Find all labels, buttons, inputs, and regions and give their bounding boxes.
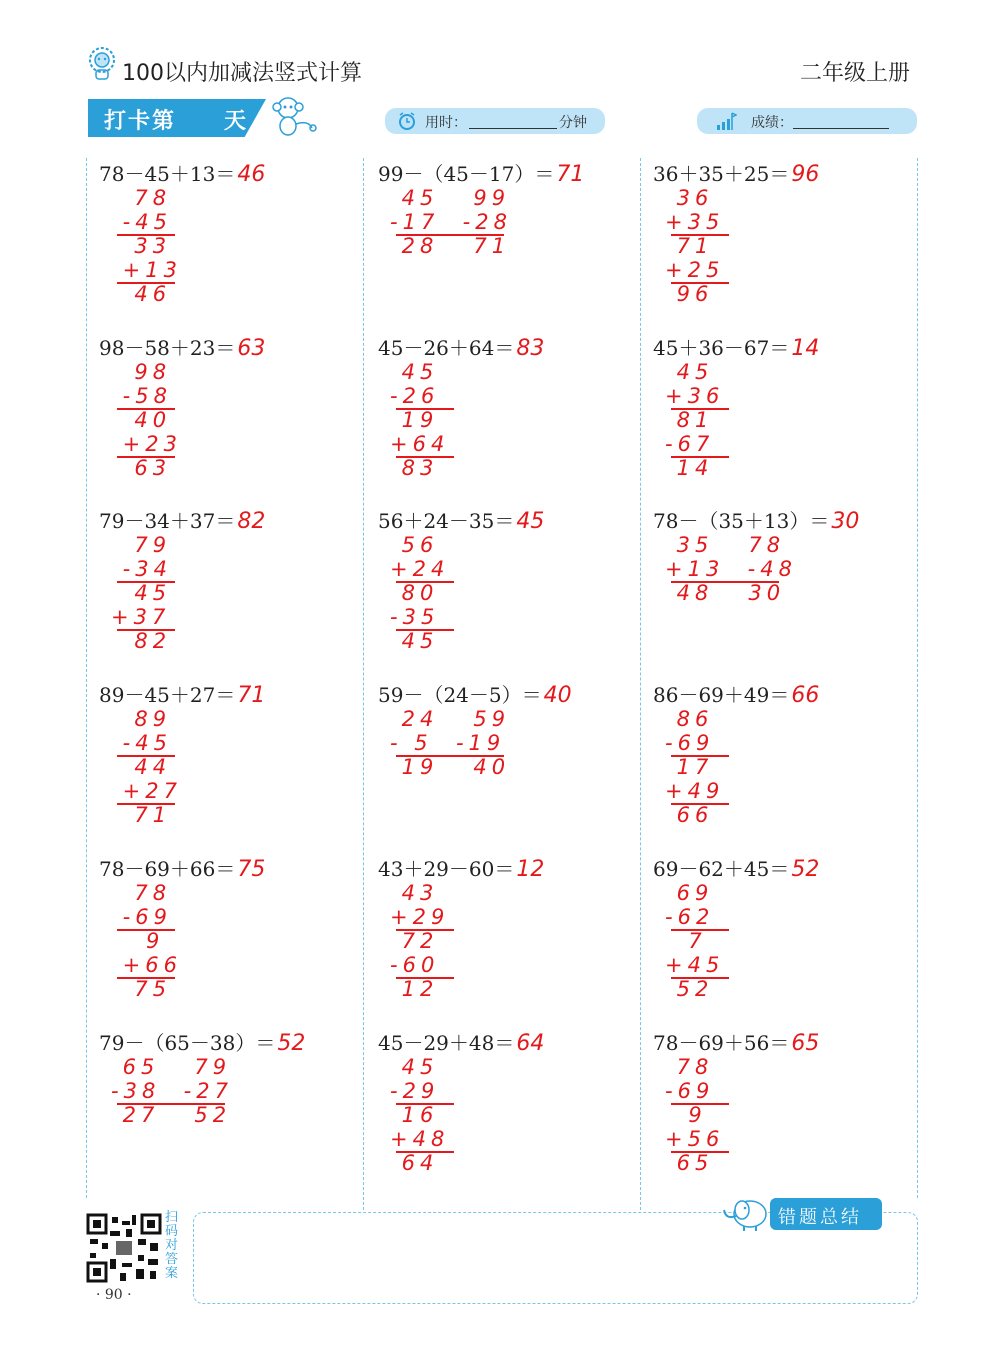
equation-text: 45－29＋48＝ (378, 1031, 515, 1055)
vertical-calc-line: - 5 -19 (390, 731, 506, 755)
problem-equation (653, 1027, 819, 1056)
vertical-calc-line: 69 (665, 881, 714, 905)
time-input[interactable] (469, 112, 557, 129)
answer-handwritten: 40 (543, 683, 572, 708)
problem-equation (653, 679, 819, 708)
vertical-calc-line: 16 (390, 1103, 439, 1127)
vertical-calc-line: 78 (665, 1055, 714, 1079)
vertical-calc-line: 65 79 (111, 1055, 232, 1079)
vertical-calc-line: -45 (111, 210, 172, 234)
vertical-calc-line: +13 -48 (665, 557, 797, 581)
answer-handwritten: 71 (237, 683, 266, 708)
score-pill (697, 108, 917, 134)
vertical-calc-line: 78 (111, 881, 172, 905)
vertical-calc-line: -58 (111, 384, 172, 408)
vertical-calc-line: -35 (390, 605, 440, 629)
vertical-calc-line: 45 99 (390, 186, 511, 210)
vertical-calc-line: 17 (665, 755, 714, 779)
problem-equation (378, 853, 544, 882)
column-border-left (86, 158, 87, 1198)
equation-text: 79－（65－38）＝ (99, 1031, 276, 1055)
vertical-calc-line: 45 (665, 360, 714, 384)
answer-handwritten: 30 (831, 509, 860, 534)
vertical-calc-line: 81 (665, 408, 714, 432)
vertical-calc-line: +66 (111, 953, 182, 977)
problem-equation (99, 332, 265, 361)
equation-text: 36＋35＋25＝ (653, 162, 790, 186)
equation-text: 45＋36－67＝ (653, 336, 790, 360)
vertical-calc-line: -38 -27 (111, 1079, 233, 1103)
vertical-calc-line: +37 (111, 605, 171, 629)
elephant-icon (720, 1194, 772, 1232)
vertical-calc-line: 9 (665, 1103, 707, 1127)
equation-text: 99－（45－17）＝ (378, 162, 555, 186)
vertical-calc-line: -17 -28 (390, 210, 512, 234)
vertical-calc-line: 12 (390, 977, 439, 1001)
column-border-right (917, 158, 918, 1198)
vertical-calc-line: +64 (390, 432, 450, 456)
clock-icon (397, 111, 417, 131)
vertical-calc-line: 80 (390, 581, 439, 605)
equation-text: 78－（35＋13）＝ (653, 509, 830, 533)
vertical-calc-line: 83 (390, 456, 439, 480)
checkin-day-label: 天 (224, 109, 247, 134)
problem-equation (653, 505, 859, 534)
problem-equation (378, 158, 584, 187)
problem-equation (378, 1027, 544, 1056)
vertical-calc-line: 36 (665, 186, 714, 210)
vertical-calc-line: -67 (665, 432, 715, 456)
vertical-calc-line: +35 (665, 210, 725, 234)
vertical-calc-line: -34 (111, 557, 172, 581)
vertical-calc-line: 56 (390, 533, 439, 557)
answer-handwritten: 96 (791, 162, 820, 187)
vertical-calc-line: +27 (111, 779, 182, 803)
time-unit: 分钟 (559, 115, 587, 131)
monkey-icon (266, 94, 318, 138)
vertical-calc-line: 45 (390, 629, 439, 653)
answer-handwritten: 66 (791, 683, 820, 708)
vertical-calc-line: 45 (390, 1055, 439, 1079)
equation-text: 69－62＋45＝ (653, 857, 790, 881)
answer-handwritten: 52 (791, 857, 820, 882)
vertical-calc-line: 45 (111, 581, 172, 605)
qr-code-icon[interactable] (86, 1213, 162, 1283)
problem-equation (99, 853, 265, 882)
answer-handwritten: 12 (516, 857, 545, 882)
vertical-calc-line: 44 (111, 755, 172, 779)
answer-handwritten: 46 (237, 162, 266, 187)
problem-equation (99, 505, 265, 534)
vertical-calc-line: 9 (111, 929, 165, 953)
column-divider-2 (640, 158, 641, 1210)
vertical-calc-line: 35 78 (665, 533, 786, 557)
vertical-calc-line: 78 (111, 186, 172, 210)
vertical-calc-line: +36 (665, 384, 725, 408)
problem-equation (99, 158, 265, 187)
vertical-calc-line: 27 52 (111, 1103, 232, 1127)
vertical-calc-line: +23 (111, 432, 182, 456)
vertical-calc-line: 71 (665, 234, 714, 258)
vertical-calc-line: -69 (111, 905, 172, 929)
vertical-calc-line: 33 (111, 234, 172, 258)
vertical-calc-line: 79 (111, 533, 172, 557)
vertical-calc-line: 98 (111, 360, 172, 384)
column-divider-1 (363, 158, 364, 1210)
answer-handwritten: 45 (516, 509, 545, 534)
vertical-calc-line: -62 (665, 905, 715, 929)
vertical-calc-line: 45 (390, 360, 439, 384)
vertical-calc-line: 65 (665, 1151, 714, 1175)
problem-equation (378, 332, 544, 361)
equation-text: 45－26＋64＝ (378, 336, 515, 360)
problem-equation (378, 505, 544, 534)
problem-equation (653, 853, 819, 882)
vertical-calc-line: 14 (665, 456, 714, 480)
answer-handwritten: 14 (791, 336, 820, 361)
problem-equation (653, 158, 819, 187)
vertical-calc-line: 72 (390, 929, 439, 953)
mistake-summary-label: 错题总结 (778, 1207, 862, 1228)
answer-handwritten: 82 (237, 509, 266, 534)
vertical-calc-line: 75 (111, 977, 172, 1001)
equation-text: 89－45＋27＝ (99, 683, 236, 707)
bar-chart-flag-icon (715, 110, 737, 132)
score-label: 成绩： (751, 115, 793, 131)
answer-handwritten: 75 (237, 857, 266, 882)
vertical-calc-line: -26 (390, 384, 440, 408)
vertical-calc-line: 43 (390, 881, 439, 905)
problem-equation (99, 679, 265, 708)
vertical-calc-line: 86 (665, 707, 714, 731)
answer-handwritten: 83 (516, 336, 545, 361)
equation-text: 78－69＋56＝ (653, 1031, 790, 1055)
equation-text: 43＋29－60＝ (378, 857, 515, 881)
equation-text: 79－34＋37＝ (99, 509, 236, 533)
score-input[interactable] (793, 112, 889, 129)
vertical-calc-line: 40 (111, 408, 172, 432)
vertical-calc-line: +25 (665, 258, 725, 282)
equation-text: 98－58＋23＝ (99, 336, 236, 360)
answer-handwritten: 63 (237, 336, 266, 361)
vertical-calc-line: 19 40 (390, 755, 511, 779)
vertical-calc-line: +29 (390, 905, 450, 929)
grade-label: 二年级上册 (800, 61, 911, 86)
scan-answer-label: 扫码对答案 (165, 1210, 179, 1281)
book-title: 100以内加减法竖式计算 (122, 61, 362, 86)
equation-text: 78－69＋66＝ (99, 857, 236, 881)
vertical-calc-line: +48 (390, 1127, 450, 1151)
equation-text: 56＋24－35＝ (378, 509, 515, 533)
vertical-calc-line: -29 (390, 1079, 440, 1103)
vertical-calc-line: 64 (390, 1151, 439, 1175)
checkin-label: 打卡第 (104, 109, 177, 134)
answer-handwritten: 52 (277, 1031, 306, 1056)
answer-handwritten: 71 (556, 162, 585, 187)
vertical-calc-line: 19 (390, 408, 439, 432)
vertical-calc-line: +49 (665, 779, 725, 803)
time-pill (385, 108, 605, 134)
equation-text: 59－（24－5）＝ (378, 683, 542, 707)
vertical-calc-line: 71 (111, 803, 172, 827)
time-label: 用时： (425, 115, 467, 131)
vertical-calc-line: 46 (111, 282, 172, 306)
vertical-calc-line: 52 (665, 977, 714, 1001)
vertical-calc-line: 89 (111, 707, 172, 731)
vertical-calc-line: +13 (111, 258, 182, 282)
problem-equation (653, 332, 819, 361)
vertical-calc-line: 96 (665, 282, 714, 306)
vertical-calc-line: 7 (665, 929, 707, 953)
vertical-calc-line: -69 (665, 1079, 715, 1103)
equation-text: 78－45＋13＝ (99, 162, 236, 186)
vertical-calc-line: +56 (665, 1127, 725, 1151)
vertical-calc-line: -60 (390, 953, 440, 977)
vertical-calc-line: 82 (111, 629, 172, 653)
answer-handwritten: 65 (791, 1031, 820, 1056)
lion-logo-icon (86, 46, 118, 80)
vertical-calc-line: -45 (111, 731, 172, 755)
problem-equation (99, 1027, 305, 1056)
vertical-calc-line: +24 (390, 557, 450, 581)
vertical-calc-line: -69 (665, 731, 715, 755)
problem-equation (378, 679, 572, 708)
answer-handwritten: 64 (516, 1031, 545, 1056)
equation-text: 86－69＋49＝ (653, 683, 790, 707)
vertical-calc-line: 66 (665, 803, 714, 827)
vertical-calc-line: 24 59 (390, 707, 511, 731)
vertical-calc-line: 48 30 (665, 581, 786, 605)
vertical-calc-line: 28 71 (390, 234, 511, 258)
page-number: · 90 · (96, 1287, 132, 1303)
vertical-calc-line: 63 (111, 456, 172, 480)
vertical-calc-line: +45 (665, 953, 725, 977)
